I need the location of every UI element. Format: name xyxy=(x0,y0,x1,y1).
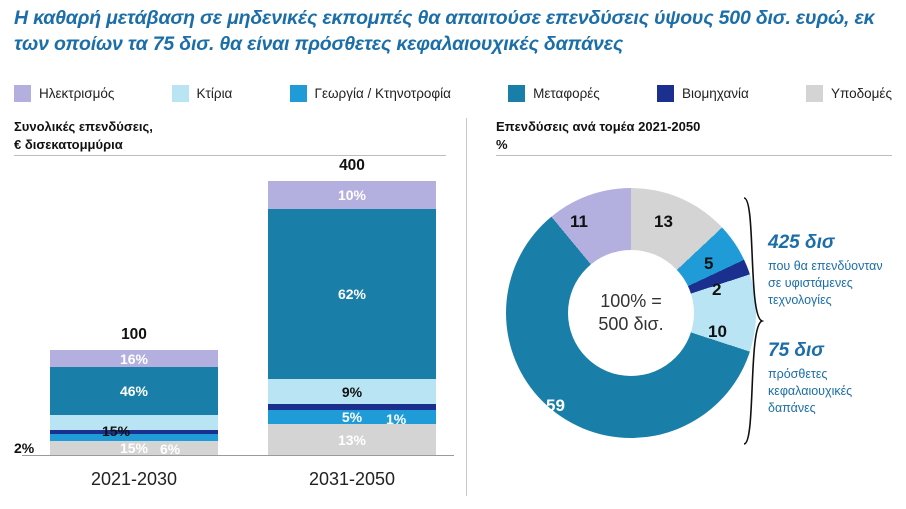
legend-item-transport xyxy=(508,85,600,102)
legend-swatch-electricity xyxy=(14,85,31,102)
annotation-75 xyxy=(768,340,898,416)
chart-legend xyxy=(14,78,892,108)
bar-seg-buildings-2031-2050: 9% xyxy=(268,379,436,404)
donut-value-industry: 2 xyxy=(712,280,722,299)
donut-center-line1: 100% = xyxy=(600,290,662,311)
donut-value-electricity: 11 xyxy=(570,212,588,231)
bar-seg-agriculture-2031-2050: 5% xyxy=(268,410,436,424)
legend-label-buildings: Κτίρια xyxy=(196,85,233,101)
legend-swatch-buildings xyxy=(172,85,189,102)
bar-total-2031-2050: 400 xyxy=(339,157,365,174)
donut-value-transport: 59 xyxy=(546,396,565,415)
bar-label-industry-2021-2030: 2% xyxy=(14,440,35,456)
bar-column-2031-2050 xyxy=(268,181,436,455)
donut-value-agriculture: 5 xyxy=(704,254,714,273)
right-panel-heading-line1: Επενδύσεις ανά τομέα 2021-2050 xyxy=(496,119,701,134)
bar-seg-infrastructure-2031-2050: 13% xyxy=(268,424,436,455)
legend-swatch-industry xyxy=(657,85,674,102)
bar-label-agriculture-2021-2030: 6% xyxy=(160,441,181,457)
panel-vertical-divider xyxy=(466,118,467,496)
bar-column-2021-2030 xyxy=(50,350,218,455)
bar-label-buildings-2021-2030: 15% xyxy=(102,423,131,439)
brace-bracket xyxy=(742,196,764,446)
bar-seg-agriculture-2021-2030 xyxy=(50,434,218,441)
legend-label-transport: Μεταφορές xyxy=(533,85,600,101)
legend-swatch-agriculture xyxy=(290,85,307,102)
bar-chart-axis xyxy=(22,455,454,456)
bar-group-2031-2050 xyxy=(268,157,436,455)
donut-chart xyxy=(496,170,766,470)
left-panel-heading xyxy=(14,118,394,153)
left-panel-heading-line1: Συνολικές επενδύσεις, xyxy=(14,119,153,134)
annotation-75-text: πρόσθετες κεφαλαιουχικές δαπάνες xyxy=(768,366,853,415)
legend-item-electricity xyxy=(14,85,114,102)
annotation-425-text: που θα επενδύονταν σε υφιστάμενες τεχνολογίες xyxy=(768,258,883,307)
annotation-425-value: 425 δισ xyxy=(768,232,835,253)
legend-label-agriculture: Γεωργία / Κτηνοτροφία xyxy=(314,85,451,101)
bar-category-label-2021-2030: 2021-2030 xyxy=(90,469,178,489)
page-title: Η καθαρή μετάβαση σε μηδενικές εκπομπές θα απαιτούσε επενδύσεις ύψους 500 δισ. ευρώ, εκ των οποίων τα 75 δισ. θα είναι πρόσθετες κεφαλαιουχικές δαπάνες xyxy=(14,7,875,55)
right-panel-heading xyxy=(496,118,876,153)
bar-seg-buildings-2021-2030 xyxy=(50,415,218,430)
legend-item-industry xyxy=(657,85,749,102)
legend-swatch-infrastructure xyxy=(806,85,823,102)
legend-label-infrastructure: Υποδομές xyxy=(831,85,892,101)
bar-seg-transport-2031-2050: 62% xyxy=(268,209,436,379)
right-panel-heading-line2: % xyxy=(496,136,508,152)
bar-seg-electricity-2021-2030: 16% xyxy=(50,350,218,367)
bar-seg-transport-2021-2030: 46% xyxy=(50,367,218,415)
stacked-bar-chart xyxy=(14,157,454,496)
donut-center-label xyxy=(568,250,694,376)
donut-center-line2: 500 δισ. xyxy=(598,314,664,334)
donut-value-buildings: 10 xyxy=(708,322,727,341)
bar-group-2021-2030 xyxy=(50,326,218,455)
annotation-425 xyxy=(768,232,898,308)
left-panel-divider xyxy=(14,155,446,156)
bar-seg-infrastructure-2021-2030: 15% xyxy=(50,441,218,455)
legend-label-electricity: Ηλεκτρισμός xyxy=(39,85,115,101)
legend-swatch-transport xyxy=(508,85,525,102)
right-panel-divider xyxy=(496,155,892,156)
legend-item-infrastructure xyxy=(806,85,892,102)
annotation-75-value: 75 δισ xyxy=(768,340,824,361)
bar-label-industry-2031-2050: 1% xyxy=(386,411,407,427)
left-panel-heading-line2: € δισεκατομμύρια xyxy=(14,136,123,152)
bar-seg-electricity-2031-2050: 10% xyxy=(268,181,436,209)
bar-category-label-2031-2050: 2031-2050 xyxy=(308,469,396,489)
legend-item-buildings xyxy=(172,85,233,102)
legend-item-agriculture xyxy=(290,85,451,102)
donut-value-infrastructure: 13 xyxy=(654,212,673,231)
bar-total-2021-2030: 100 xyxy=(121,326,147,343)
legend-label-industry: Βιομηχανία xyxy=(681,85,749,101)
